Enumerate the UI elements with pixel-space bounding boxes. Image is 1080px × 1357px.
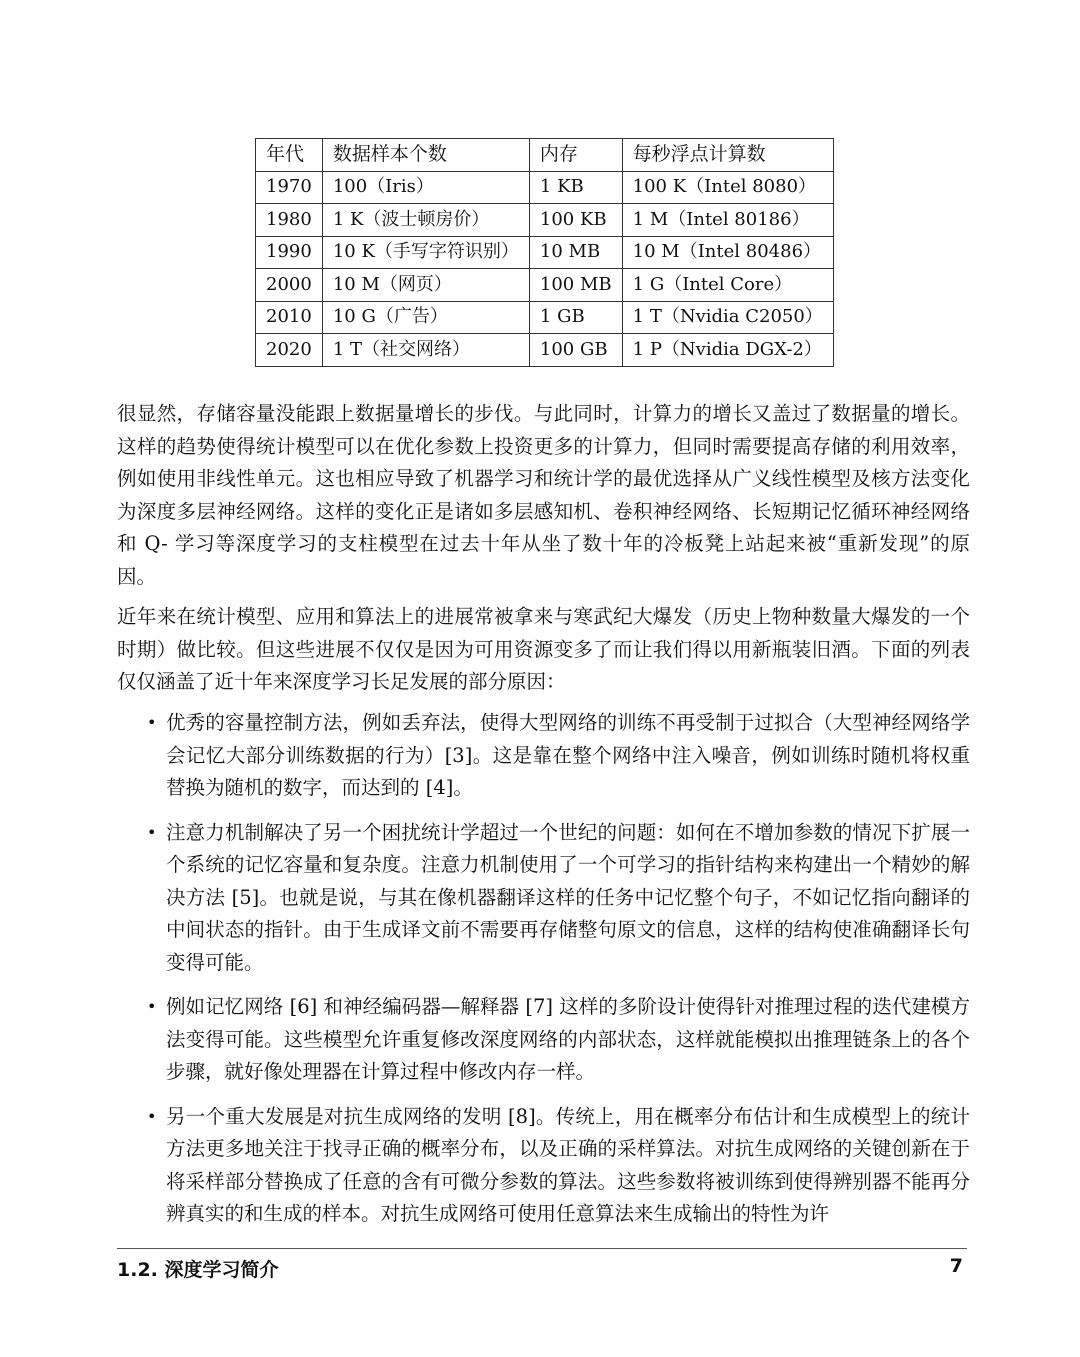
table-cell: 10 G（广告） bbox=[322, 301, 529, 334]
list-item bbox=[117, 991, 970, 1089]
table-row bbox=[256, 334, 834, 367]
list-item bbox=[117, 707, 970, 805]
table-cell: 10 M（Intel 80486） bbox=[622, 236, 833, 269]
table-cell: 2010 bbox=[256, 301, 323, 334]
column-header: 内存 bbox=[529, 139, 622, 172]
table-cell: 1980 bbox=[256, 204, 323, 237]
table-row bbox=[256, 301, 834, 334]
table-cell: 1 P（Nvidia DGX-2） bbox=[622, 334, 833, 367]
table-row bbox=[256, 236, 834, 269]
column-header: 每秒浮点计算数 bbox=[622, 139, 833, 172]
table-cell: 1 KB bbox=[529, 171, 622, 204]
table-cell: 10 M（网页） bbox=[322, 269, 529, 302]
body-paragraph: 很显然，存储容量没能跟上数据量增长的步伐。与此同时，计算力的增长又盖过了数据量的增长。这样的趋势使得统计模型可以在优化参数上投资更多的计算力，但同时需要提高存储的利用效率，例如使用非线性单元。这也相应导致了机器学习和统计学的最优选择从广义线性模型及核方法变化为深度多层神经网络。这样的变化正是诸如多层感知机、卷积神经网络、长短期记忆循环神经网络和 Q- 学习等深度学习的支柱模型在过去十年从坐了数十年的冷板凳上站起来被“重新发现”的原因。 bbox=[117, 402, 970, 588]
footer-section-title: 1.2. 深度学习简介 bbox=[117, 1259, 279, 1281]
list-item bbox=[117, 817, 970, 980]
table-row bbox=[256, 204, 834, 237]
bullet-icon: • bbox=[147, 1106, 157, 1126]
list-item-text: 优秀的容量控制方法，例如丢弃法，使得大型网络的训练不再受制于过拟合（大型神经网络学会记忆大部分训练数据的行为）[3]。这是靠在整个网络中注入噪音，例如训练时随机将权重替换为随机的数字，而达到的 [4]。 bbox=[166, 711, 970, 799]
bullet-icon: • bbox=[147, 997, 157, 1016]
bullet-icon: • bbox=[147, 822, 157, 842]
column-header: 数据样本个数 bbox=[322, 139, 529, 172]
list-item-text: 另一个重大发展是对抗生成网络的发明 [8]。传统上，用在概率分布估计和生成模型上的统计方法更多地关注于找寻正确的概率分布，以及正确的采样算法。对抗生成网络的关键创新在于将采样部分替换成了任意的含有可微分参数的算法。这些参数将被训练到使得辨别器不能再分辨真实的和生成的样本。对抗生成网络可使用任意算法来生成输出的特性为许 bbox=[166, 1104, 970, 1225]
table-cell: 100 MB bbox=[529, 269, 622, 302]
table-header-row bbox=[256, 139, 834, 172]
bullet-icon: • bbox=[147, 713, 157, 732]
table-cell: 2020 bbox=[256, 334, 323, 367]
table-cell: 1 GB bbox=[529, 301, 622, 334]
list-item-text: 注意力机制解决了另一个困扰统计学超过一个世纪的问题：如何在不增加参数的情况下扩展一个系统的记忆容量和复杂度。注意力机制使用了一个可学习的指针结构来构建出一个精妙的解决方法 [5]。也就是说，与其在像机器翻译这样的任务中记忆整个句子，不如记忆指向翻译的中间状态的指针。由于生成译文前不需要再存储整句原文的信息，这样的结构使准确翻译长句变得可能。 bbox=[166, 820, 970, 974]
data-growth-table bbox=[255, 138, 834, 367]
table-cell: 2000 bbox=[256, 269, 323, 302]
list-item bbox=[117, 1101, 970, 1231]
table-cell: 1970 bbox=[256, 171, 323, 204]
table-cell: 1 T（社交网络） bbox=[322, 334, 529, 367]
column-header: 年代 bbox=[256, 139, 323, 172]
body-paragraph: 近年来在统计模型、应用和算法上的进展常被拿来与寒武纪大爆发（历史上物种数量大爆发的一个时期）做比较。但这些进展不仅仅是因为可用资源变多了而让我们得以用新瓶装旧酒。下面的列表仅仅涵盖了近十年来深度学习长足发展的部分原因： bbox=[117, 605, 970, 693]
table-cell: 10 MB bbox=[529, 236, 622, 269]
footer-divider bbox=[117, 1248, 967, 1249]
table-cell: 1990 bbox=[256, 236, 323, 269]
table-row bbox=[256, 269, 834, 302]
table-cell: 1 G（Intel Core） bbox=[622, 269, 833, 302]
table-cell: 1 K（波士顿房价） bbox=[322, 204, 529, 237]
list-item-text: 例如记忆网络 [6] 和神经编码器—解释器 [7] 这样的多阶设计使得针对推理过程的迭代建模方法变得可能。这些模型允许重复修改深度网络的内部状态，这样就能模拟出推理链条上的各个步骤，就好像处理器在计算过程中修改内存一样。 bbox=[166, 995, 970, 1083]
table-cell: 10 K（手写字符识别） bbox=[322, 236, 529, 269]
table-row bbox=[256, 171, 834, 204]
table-cell: 100 K（Intel 8080） bbox=[622, 171, 833, 204]
footer-page-number: 7 bbox=[949, 1255, 963, 1277]
table-cell: 100 KB bbox=[529, 204, 622, 237]
table-cell: 1 M（Intel 80186） bbox=[622, 204, 833, 237]
table-cell: 1 T（Nvidia C2050） bbox=[622, 301, 833, 334]
table-cell: 100 GB bbox=[529, 334, 622, 367]
reasons-bullet-list bbox=[117, 707, 970, 1243]
table-cell: 100（Iris） bbox=[322, 171, 529, 204]
